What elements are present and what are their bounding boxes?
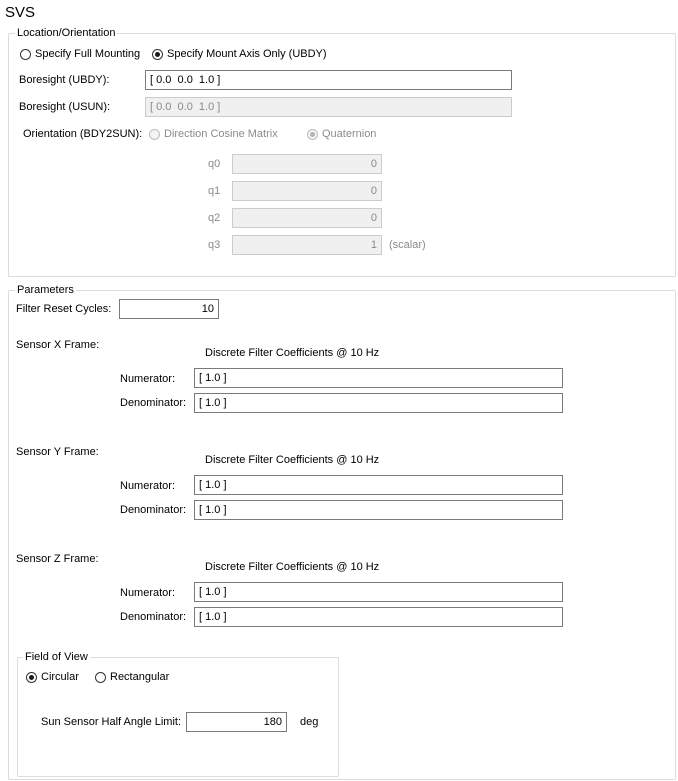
sensor-y-denominator-input[interactable] bbox=[194, 500, 563, 520]
q3-input bbox=[232, 235, 382, 255]
quaternion-radio bbox=[307, 128, 376, 140]
radio-unchecked-icon bbox=[149, 129, 160, 140]
scalar-label: (scalar) bbox=[389, 239, 426, 251]
q1-input bbox=[232, 181, 382, 201]
mode-full-mounting-radio[interactable] bbox=[20, 48, 140, 60]
fov-circular-radio[interactable] bbox=[26, 671, 79, 683]
sensor-y-numerator-label: Numerator: bbox=[120, 480, 176, 492]
radio-checked-icon bbox=[152, 49, 163, 60]
dcm-radio bbox=[149, 128, 278, 140]
sensor-z-denominator-input[interactable] bbox=[194, 607, 563, 627]
sensor-x-denominator-label: Denominator: bbox=[120, 397, 187, 409]
q0-input bbox=[232, 154, 382, 174]
sensor-y-denominator-label: Denominator: bbox=[120, 504, 187, 516]
parameters-legend: Parameters bbox=[17, 284, 74, 296]
sensor-x-label: Sensor X Frame: bbox=[16, 339, 100, 351]
half-angle-unit: deg bbox=[300, 716, 319, 728]
mode-full-mounting-label: Specify Full Mounting bbox=[35, 48, 141, 60]
orientation-label: Orientation (BDY2SUN): bbox=[23, 128, 143, 140]
sensor-x-numerator-label: Numerator: bbox=[120, 373, 176, 385]
window-title: SVS bbox=[5, 4, 36, 21]
mode-axis-only-radio[interactable] bbox=[152, 48, 327, 60]
sensor-x-coeff-title: Discrete Filter Coefficients @ 10 Hz bbox=[205, 347, 380, 359]
q1-label: q1 bbox=[208, 185, 221, 197]
sensor-z-numerator-input[interactable] bbox=[194, 582, 563, 602]
sensor-y-coeff-title: Discrete Filter Coefficients @ 10 Hz bbox=[205, 454, 380, 466]
radio-unchecked-icon bbox=[95, 672, 106, 683]
dcm-label: Direction Cosine Matrix bbox=[164, 128, 278, 140]
mode-axis-only-label: Specify Mount Axis Only (UBDY) bbox=[167, 48, 327, 60]
filter-reset-input[interactable] bbox=[119, 299, 219, 319]
radio-unchecked-icon bbox=[20, 49, 31, 60]
q2-label: q2 bbox=[208, 212, 221, 224]
quaternion-label: Quaternion bbox=[322, 128, 377, 140]
fov-circular-label: Circular bbox=[41, 671, 79, 683]
radio-checked-icon bbox=[307, 129, 318, 140]
radio-checked-icon bbox=[26, 672, 37, 683]
sensor-z-coeff-title: Discrete Filter Coefficients @ 10 Hz bbox=[205, 561, 380, 573]
boresight-ubdy-label: Boresight (UBDY): bbox=[19, 74, 110, 86]
q0-label: q0 bbox=[208, 158, 221, 170]
boresight-usun-label: Boresight (USUN): bbox=[19, 101, 111, 113]
sensor-z-label: Sensor Z Frame: bbox=[16, 553, 99, 565]
boresight-usun-input bbox=[145, 97, 512, 117]
sensor-z-numerator-label: Numerator: bbox=[120, 587, 176, 599]
sensor-z-denominator-label: Denominator: bbox=[120, 611, 187, 623]
half-angle-label: Sun Sensor Half Angle Limit: bbox=[41, 716, 182, 728]
filter-reset-label: Filter Reset Cycles: bbox=[16, 303, 112, 315]
half-angle-input[interactable] bbox=[186, 712, 287, 732]
q3-label: q3 bbox=[208, 239, 221, 251]
fov-rectangular-label: Rectangular bbox=[110, 671, 170, 683]
sensor-y-label: Sensor Y Frame: bbox=[16, 446, 99, 458]
sensor-y-numerator-input[interactable] bbox=[194, 475, 563, 495]
q2-input bbox=[232, 208, 382, 228]
field-of-view-legend: Field of View bbox=[25, 651, 88, 663]
fov-rectangular-radio[interactable] bbox=[95, 671, 169, 683]
sensor-x-denominator-input[interactable] bbox=[194, 393, 563, 413]
sensor-x-numerator-input[interactable] bbox=[194, 368, 563, 388]
boresight-ubdy-input[interactable] bbox=[145, 70, 512, 90]
location-orientation-legend: Location/Orientation bbox=[17, 27, 116, 39]
